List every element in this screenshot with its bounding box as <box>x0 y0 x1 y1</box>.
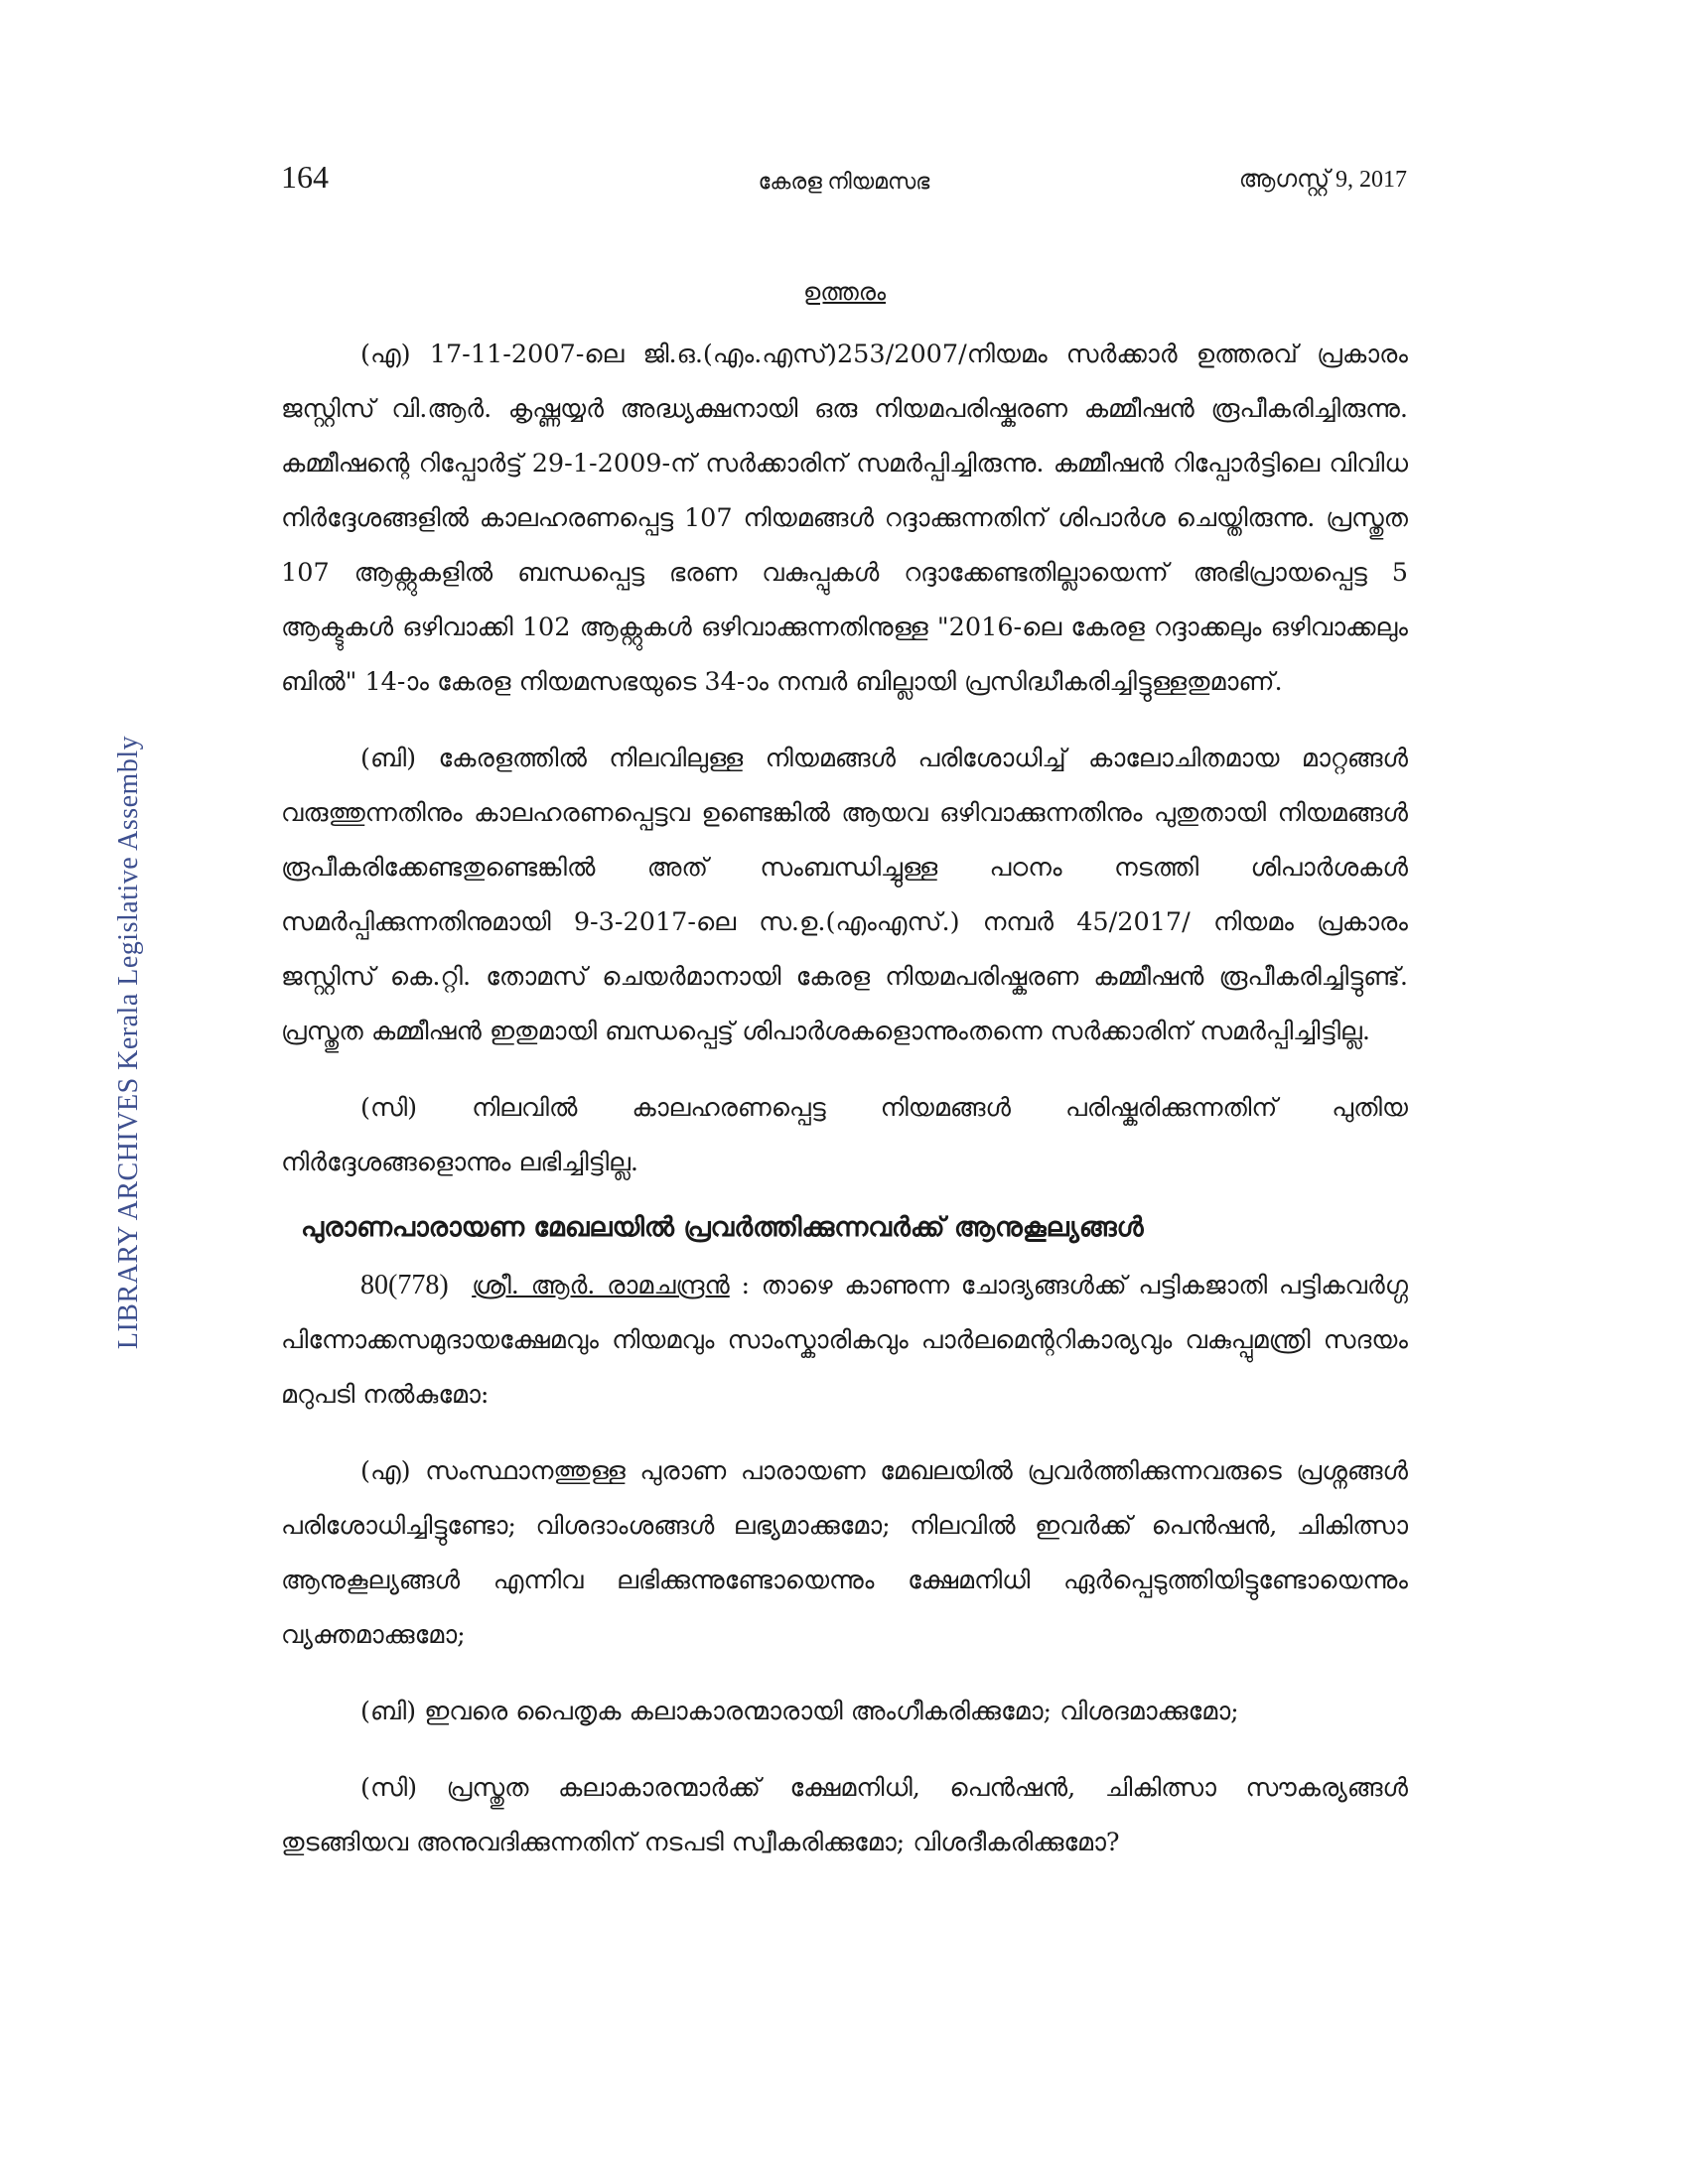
page-content <box>281 278 1408 1892</box>
page-number: 164 <box>281 159 329 195</box>
header-date: ആഗസ്റ്റ് 9, 2017 <box>1238 167 1407 193</box>
question-intro-text: : താഴെ കാണുന്ന ചോദ്യങ്ങൾക്ക് പട്ടികജാതി പട്ടികവർഗ്ഗ പിന്നോക്കസമുദായക്ഷേമവും നിയമവും സാംസ്കാരികവും പാർലമെന്ററികാര്യവും വകുപ്പുമന്ത്രി സദയം മറുപടി നൽകുമോ: <box>281 1271 1408 1410</box>
answer-paragraph-b: (ബി) കേരളത്തിൽ നിലവിലുള്ള നിയമങ്ങൾ പരിശോധിച്ച് കാലോചിതമായ മാറ്റങ്ങൾ വരുത്തുന്നതിനും കാലഹരണപ്പെട്ടവ ഉണ്ടെങ്കിൽ ആയവ ഒഴിവാക്കുന്നതിനും പുതുതായി നിയമങ്ങൾ രൂപീകരിക്കേണ്ടതുണ്ടെങ്കിൽ അത് സംബന്ധിച്ചുള്ള പഠനം നടത്തി ശിപാർശകൾ സമർപ്പിക്കുന്നതിനുമായി 9-3-2017-ലെ സ.ഉ.(എംഎസ്.) നമ്പർ 45/2017/ നിയമം പ്രകാരം ജസ്റ്റിസ് കെ.റ്റി. തോമസ് ചെയർമാനായി കേരള നിയമപരിഷ്കരണ കമ്മീഷൻ രൂപീകരിച്ചിട്ടുണ്ട്. പ്രസ്തുത കമ്മീഷൻ ഇതുമായി ബന്ധപ്പെട്ട് ശിപാർശകളൊന്നുംതന്നെ സർക്കാരിന് സമർപ്പിച്ചിട്ടില്ല. <box>281 744 1408 1046</box>
question-member: ശ്രീ. ആർ. രാമചന്ദ്രൻ <box>472 1271 730 1300</box>
header-title: കേരള നിയമസഭ <box>758 169 930 194</box>
answer-paragraph-a: (എ) 17-11-2007-ലെ ജി.ഒ.(എം.എസ്)253/2007/നിയമം സർക്കാർ ഉത്തരവ് പ്രകാരം ജസ്റ്റിസ് വി.ആർ. കൃഷ്ണയ്യർ അദ്ധ്യക്ഷനായി ഒരു നിയമപരിഷ്കരണ കമ്മീഷൻ രൂപീകരിച്ചിരുന്നു. കമ്മീഷന്റെ റിപ്പോർട്ട് 29-1-2009-ന് സർക്കാരിന് സമർപ്പിച്ചിരുന്നു. കമ്മീഷൻ റിപ്പോർട്ടിലെ വിവിധ നിർദ്ദേശങ്ങളിൽ കാലഹരണപ്പെട്ട 107 നിയമങ്ങൾ റദ്ദാക്കുന്നതിന് ശിപാർശ ചെയ്തിരുന്നു. പ്രസ്തുത 107 ആക്റ്റുകളിൽ ബന്ധപ്പെട്ട ഭരണ വകുപ്പുകൾ റദ്ദാക്കേണ്ടതില്ലായെന്ന് അഭിപ്രായപ്പെട്ട 5 ആക്ടുകൾ ഒഴിവാക്കി 102 ആക്റ്റുകൾ ഒഴിവാക്കുന്നതിനുള്ള "2016-ലെ കേരള റദ്ദാക്കലും ഒഴിവാക്കലും ബിൽ" 14-ാം കേരള നിയമസഭയുടെ 34-ാം നമ്പർ ബില്ലായി പ്രസിദ്ധീകരിച്ചിട്ടുള്ളതുമാണ്. <box>281 340 1408 697</box>
archive-watermark: LIBRARY ARCHIVES Kerala Legislative Assembly <box>113 735 144 1350</box>
question-number: 80(778) <box>360 1270 449 1300</box>
question-intro <box>281 1258 1408 1423</box>
answer-paragraph-c: (സി) നിലവിൽ കാലഹരണപ്പെട്ട നിയമങ്ങൾ പരിഷ്കരിക്കുന്നതിന് പുതിയ നിർദ്ദേശങ്ങളൊന്നും ലഭിച്ചിട്ടില്ല. <box>281 1093 1408 1177</box>
question-title: പുരാണപാരായണ മേഖലയിൽ പ്രവർത്തിക്കുന്നവർക്ക് ആനുകൂല്യങ്ങൾ <box>301 1212 1144 1243</box>
question-c: (സി) പ്രസ്തുത കലാകാരന്മാർക്ക് ക്ഷേമനിധി, പെൻഷൻ, ചികിത്സാ സൗകര്യങ്ങൾ തുടങ്ങിയവ അനുവദിക്കുന്നതിന് നടപടി സ്വീകരിക്കുമോ; വിശദീകരിക്കുമോ? <box>281 1773 1408 1857</box>
question-a: (എ) സംസ്ഥാനത്തുള്ള പുരാണ പാരായണ മേഖലയിൽ പ്രവർത്തിക്കുന്നവരുടെ പ്രശ്നങ്ങൾ പരിശോധിച്ചിട്ടുണ്ടോ; വിശദാംശങ്ങൾ ലഭ്യമാക്കുമോ; നിലവിൽ ഇവർക്ക് പെൻഷൻ, ചികിത്സാ ആനുകൂല്യങ്ങൾ എന്നിവ ലഭിക്കുന്നുണ്ടോയെന്നും ക്ഷേമനിധി ഏർപ്പെടുത്തിയിട്ടുണ്ടോയെന്നും വ്യക്തമാക്കുമോ; <box>281 1456 1408 1650</box>
answer-heading: ഉത്തരം <box>802 278 887 306</box>
question-b: (ബി) ഇവരെ പൈതൃക കലാകാരന്മാരായി അംഗീകരിക്കുമോ; വിശദമാക്കുമോ; <box>360 1697 1239 1726</box>
